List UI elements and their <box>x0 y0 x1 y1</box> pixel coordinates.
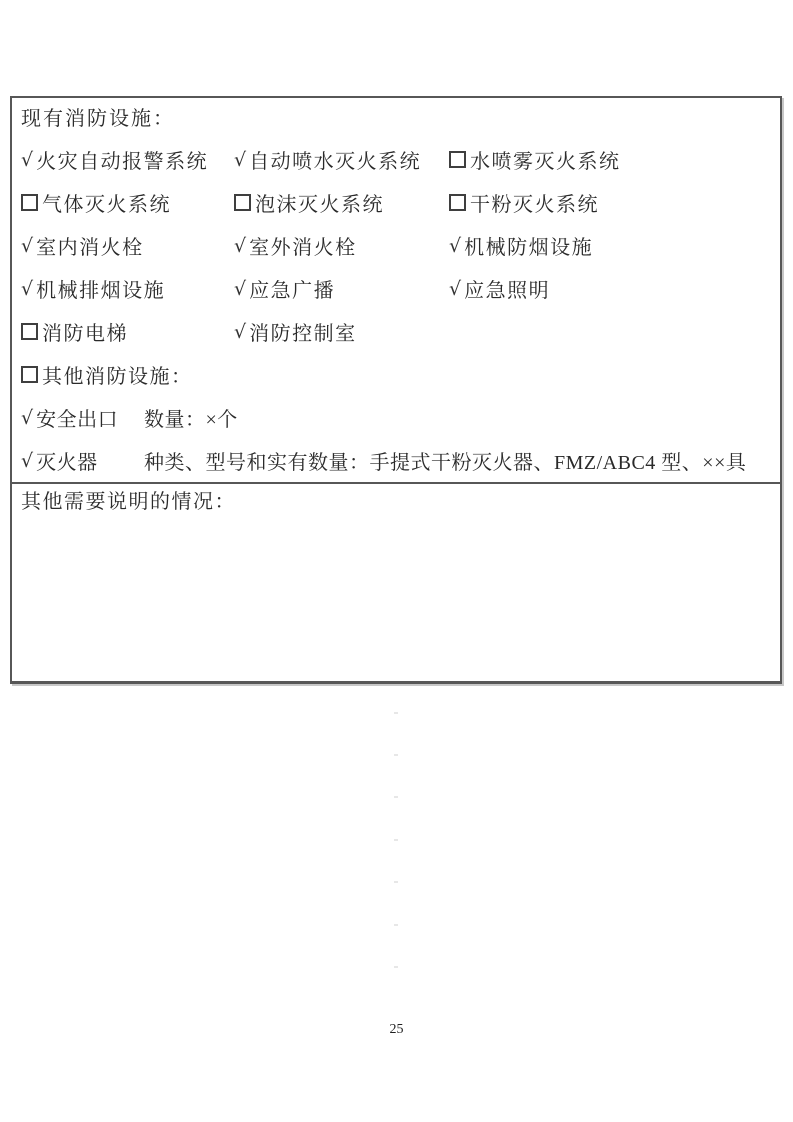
checklist-item-label: 其他消防设施： <box>42 366 193 388</box>
checklist-item <box>234 317 449 346</box>
checkmark-icon: √ <box>21 148 34 171</box>
checkmark-icon: √ <box>21 234 34 257</box>
checklist-item <box>449 231 593 260</box>
checklist-item-label: 室外消火栓 <box>249 237 357 259</box>
checkbox-unchecked-icon <box>21 194 38 211</box>
checkbox-unchecked-icon <box>234 194 251 211</box>
checklist-item <box>21 446 144 475</box>
faint-dot <box>394 754 398 756</box>
checklist-item-label: 应急照明 <box>464 280 551 302</box>
checklist-row <box>21 224 780 267</box>
checklist-item-label: 种类、型号和实有数量：手提式干粉灭火器、FMZ/ABC4 型、××具 <box>144 452 747 474</box>
checkmark-icon: √ <box>449 277 462 300</box>
checklist-item <box>234 231 449 260</box>
faint-dot <box>394 712 398 714</box>
checkmark-icon: √ <box>449 234 462 257</box>
notes-content-area <box>21 515 770 655</box>
facilities-checklist <box>21 138 780 482</box>
checklist-item-label: 干粉灭火系统 <box>470 194 599 216</box>
checklist-item <box>21 188 234 217</box>
checklist-row <box>21 267 780 310</box>
checkbox-unchecked-icon <box>449 194 466 211</box>
notes-label: 其他需要说明的情况： <box>21 491 236 513</box>
checklist-row <box>21 138 780 181</box>
checklist-item-label: 机械排烟设施 <box>36 280 166 302</box>
checklist-row <box>21 181 780 224</box>
checkmark-icon: √ <box>21 406 34 429</box>
checklist-item <box>144 403 238 432</box>
checklist-item-label: 消防电梯 <box>42 323 128 345</box>
checklist-item-label: 火灾自动报警系统 <box>36 151 209 173</box>
notes-section <box>12 482 780 681</box>
checklist-item <box>234 188 449 217</box>
checklist-item <box>21 317 234 346</box>
checklist-item <box>21 145 234 174</box>
checklist-item-label: 消防控制室 <box>249 323 357 345</box>
checklist-item <box>21 360 234 389</box>
faint-dot <box>394 966 398 968</box>
checkmark-icon: √ <box>21 449 34 472</box>
checklist-item <box>449 188 599 217</box>
checklist-item <box>449 145 621 174</box>
checklist-row <box>21 310 780 353</box>
checklist-row <box>21 439 780 482</box>
checklist-item-label: 自动喷水灭火系统 <box>249 151 422 173</box>
faint-dot <box>394 796 398 798</box>
checklist-item-label: 应急广播 <box>249 280 336 302</box>
faint-dot <box>394 881 398 883</box>
checklist-item-label: 机械防烟设施 <box>464 237 594 259</box>
checkmark-icon: √ <box>234 148 247 171</box>
checkmark-icon: √ <box>21 277 34 300</box>
checklist-item-label: 气体灭火系统 <box>42 194 171 216</box>
checklist-item <box>449 274 550 303</box>
faint-dot <box>394 924 398 926</box>
checklist-item <box>144 446 746 475</box>
checklist-item <box>234 145 449 174</box>
checklist-item-label: 室内消火栓 <box>36 237 144 259</box>
checkbox-unchecked-icon <box>21 323 38 340</box>
facilities-section <box>12 98 780 482</box>
checklist-item-label: 灭火器 <box>36 452 98 474</box>
checklist-row <box>21 353 780 396</box>
checklist-item <box>21 274 234 303</box>
checkmark-icon: √ <box>234 320 247 343</box>
faint-dot <box>394 839 398 841</box>
checklist-item-label: 安全出口 <box>36 409 119 431</box>
checklist-item-label: 数量：×个 <box>144 409 238 431</box>
checklist-item-label: 水喷雾灭火系统 <box>470 151 621 173</box>
fire-facilities-table <box>10 96 782 684</box>
checkbox-unchecked-icon <box>21 366 38 383</box>
page-number: 25 <box>389 1022 404 1037</box>
checkbox-unchecked-icon <box>449 151 466 168</box>
checkmark-icon: √ <box>234 234 247 257</box>
checkmark-icon: √ <box>234 277 247 300</box>
checklist-item <box>21 403 144 432</box>
checklist-item-label: 泡沫灭火系统 <box>255 194 384 216</box>
facilities-title: 现有消防设施： <box>21 108 175 130</box>
checklist-row <box>21 396 780 439</box>
checklist-item <box>21 231 234 260</box>
checklist-item <box>234 274 449 303</box>
